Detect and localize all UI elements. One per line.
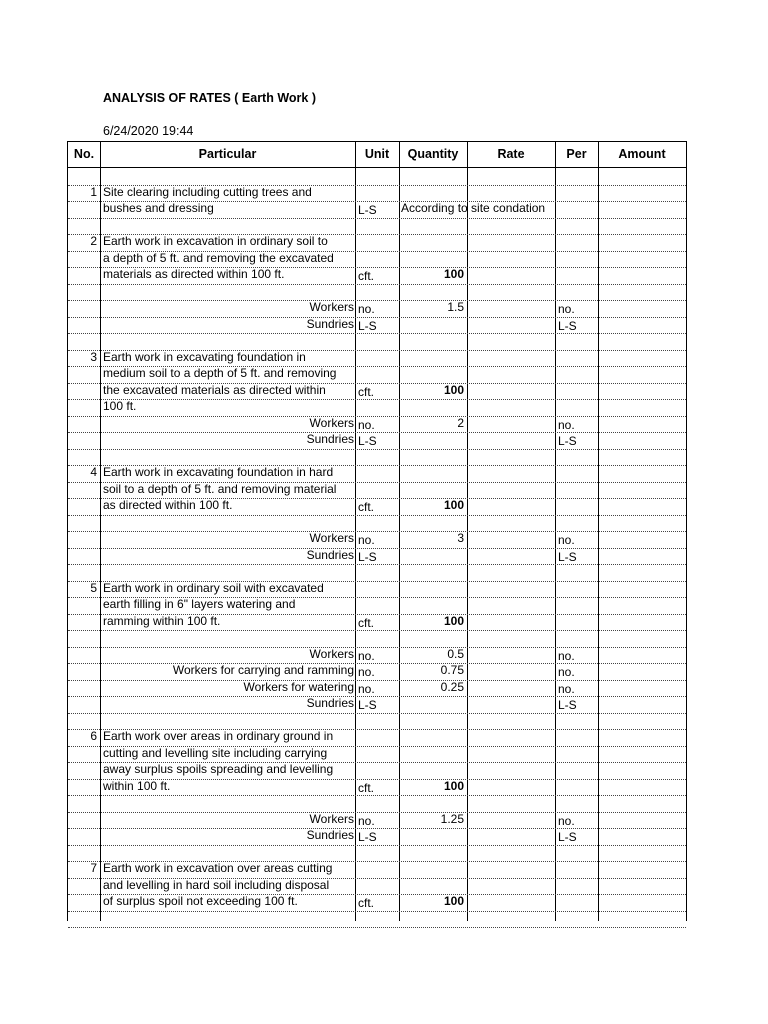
unit-value: cft. <box>358 780 375 795</box>
table-row <box>68 267 686 285</box>
particular-text: soil to a depth of 5 ft. and removing material <box>103 481 337 496</box>
page-title: ANALYSIS OF RATES ( Earth Work ) <box>103 91 316 105</box>
item-number: 4 <box>90 465 97 479</box>
per-value: no. <box>558 813 575 828</box>
table-row <box>68 713 686 731</box>
header-no: No. <box>73 147 95 161</box>
table-row <box>68 300 686 318</box>
particular-text: Earth work in excavating foundation in hard <box>103 465 334 479</box>
table-row <box>68 201 686 219</box>
particular-text: bushes and dressing <box>103 201 214 215</box>
unit-value: cft. <box>358 896 375 910</box>
table-row <box>68 333 686 351</box>
timestamp: 6/24/2020 19:44 <box>103 124 194 138</box>
table-row <box>68 680 686 698</box>
table-row <box>68 515 686 533</box>
table-row <box>68 878 686 896</box>
unit-value: L-S <box>358 549 377 564</box>
per-value: L-S <box>558 549 577 564</box>
table-row <box>68 630 686 648</box>
quantity-value: 0.75 <box>440 663 464 677</box>
table-header <box>68 142 686 168</box>
table-row <box>68 746 686 764</box>
per-value: no. <box>558 648 575 663</box>
table-row <box>68 399 686 417</box>
table-row <box>68 911 686 929</box>
unit-value: no. <box>358 665 375 679</box>
quantity-value: 100 <box>443 382 464 397</box>
table-row <box>68 168 686 186</box>
table-row <box>68 581 686 599</box>
particular-text: ramming within 100 ft. <box>103 613 221 628</box>
header-quantity: Quantity <box>407 147 459 161</box>
item-number: 7 <box>90 861 97 875</box>
table-row <box>68 762 686 780</box>
item-number: 6 <box>90 729 97 743</box>
quantity-value: 0.5 <box>447 646 464 661</box>
particular-text: Sundries <box>306 316 354 331</box>
unit-value: no. <box>358 813 375 828</box>
table-row <box>68 251 686 269</box>
table-row <box>68 861 686 879</box>
unit-value: L-S <box>358 318 377 333</box>
particular-text: cutting and levelling site including carrying <box>103 745 328 760</box>
particular-text: Workers <box>309 531 354 545</box>
particular-text: 100 ft. <box>103 399 137 413</box>
header-rate: Rate <box>497 147 525 161</box>
table-row <box>68 449 686 467</box>
particular-text: the excavated materials as directed within <box>103 382 326 397</box>
particular-text: Workers <box>309 300 354 314</box>
unit-value: cft. <box>358 269 375 283</box>
quantity-value: 3 <box>457 531 464 545</box>
particular-text: Earth work in ordinary soil with excavated <box>103 580 324 595</box>
particular-text: Sundries <box>306 432 354 446</box>
particular-text: Site clearing including cutting trees and <box>103 184 312 199</box>
rates-table <box>67 141 687 921</box>
item-number: 3 <box>90 349 97 364</box>
quantity-value: 1.25 <box>440 811 464 826</box>
unit-value: cft. <box>358 384 375 399</box>
table-row <box>68 350 686 368</box>
table-row <box>68 647 686 665</box>
particular-text: Earth work in excavating foundation in <box>103 349 306 364</box>
quantity-value: 100 <box>443 613 464 628</box>
table-row <box>68 663 686 681</box>
table-row <box>68 894 686 912</box>
quantity-value: 100 <box>443 267 464 281</box>
item-number: 1 <box>90 184 97 199</box>
particular-text: earth filling in 6" layers watering and <box>103 597 296 611</box>
per-value: L-S <box>558 434 577 448</box>
per-value: no. <box>558 665 575 679</box>
particular-text: away surplus spoils spreading and levelling <box>103 762 334 776</box>
table-row <box>68 845 686 863</box>
table-row <box>68 597 686 615</box>
unit-value: no. <box>358 302 375 316</box>
item-number: 5 <box>90 580 97 595</box>
particular-text: as directed within 100 ft. <box>103 498 233 512</box>
quantity-value: 1.5 <box>447 300 464 314</box>
table-row <box>68 218 686 236</box>
unit-value: no. <box>358 533 375 547</box>
per-value: L-S <box>558 830 577 844</box>
unit-value: no. <box>358 648 375 663</box>
table-row <box>68 284 686 302</box>
table-row <box>68 185 686 203</box>
unit-value: no. <box>358 681 375 696</box>
quantity-note: According to site condation <box>401 201 546 215</box>
per-value: no. <box>558 302 575 316</box>
particular-text: Sundries <box>306 828 354 842</box>
per-value: L-S <box>558 698 577 712</box>
unit-value: L-S <box>358 830 377 844</box>
table-row <box>68 416 686 434</box>
per-value: no. <box>558 533 575 547</box>
per-value: no. <box>558 681 575 696</box>
particular-text: Earth work in excavation over areas cutting <box>103 861 333 875</box>
table-row <box>68 812 686 830</box>
unit-value: L-S <box>358 203 377 217</box>
table-row <box>68 317 686 335</box>
particular-text: Workers <box>309 646 354 661</box>
table-row <box>68 383 686 401</box>
quantity-value: 2 <box>457 415 464 430</box>
table-row <box>68 564 686 582</box>
particular-text: Workers <box>309 811 354 826</box>
particular-text: of surplus spoil not exceeding 100 ft. <box>103 894 298 908</box>
particular-text: materials as directed within 100 ft. <box>103 267 285 281</box>
particular-text: Workers for watering <box>243 679 354 694</box>
table-row <box>68 366 686 384</box>
particular-text: Earth work in excavation in ordinary soil to <box>103 234 328 248</box>
table-row <box>68 548 686 566</box>
table-row <box>68 696 686 714</box>
table-row <box>68 498 686 516</box>
quantity-value: 0.25 <box>440 679 464 694</box>
table-row <box>68 482 686 500</box>
per-value: no. <box>558 417 575 432</box>
unit-value: cft. <box>358 500 375 514</box>
particular-text: a depth of 5 ft. and removing the excavated <box>103 250 334 265</box>
unit-value: no. <box>358 417 375 432</box>
table-row <box>68 729 686 747</box>
per-value: L-S <box>558 318 577 333</box>
item-number: 2 <box>90 234 97 248</box>
unit-value: L-S <box>358 698 377 712</box>
table-row <box>68 531 686 549</box>
header-amount: Amount <box>618 147 666 161</box>
quantity-value: 100 <box>443 894 464 908</box>
unit-value: cft. <box>358 615 375 630</box>
particular-text: Workers <box>309 415 354 430</box>
particular-text: and levelling in hard soil including disposal <box>103 877 330 892</box>
table-row <box>68 432 686 450</box>
table-row <box>68 779 686 797</box>
header-particular: Particular <box>198 147 257 161</box>
particular-text: Sundries <box>306 547 354 562</box>
particular-text: within 100 ft. <box>103 778 171 793</box>
table-row <box>68 614 686 632</box>
header-unit: Unit <box>364 147 390 161</box>
particular-text: Sundries <box>306 696 354 710</box>
table-row <box>68 795 686 813</box>
table-row <box>68 465 686 483</box>
particular-text: Earth work over areas in ordinary ground in <box>103 729 334 743</box>
table-row <box>68 234 686 252</box>
table-row <box>68 828 686 846</box>
particular-text: medium soil to a depth of 5 ft. and removing <box>103 366 337 380</box>
unit-value: L-S <box>358 434 377 448</box>
quantity-value: 100 <box>443 778 464 793</box>
particular-text: Workers for carrying and ramming <box>172 663 354 677</box>
header-per: Per <box>566 147 587 161</box>
quantity-value: 100 <box>443 498 464 512</box>
